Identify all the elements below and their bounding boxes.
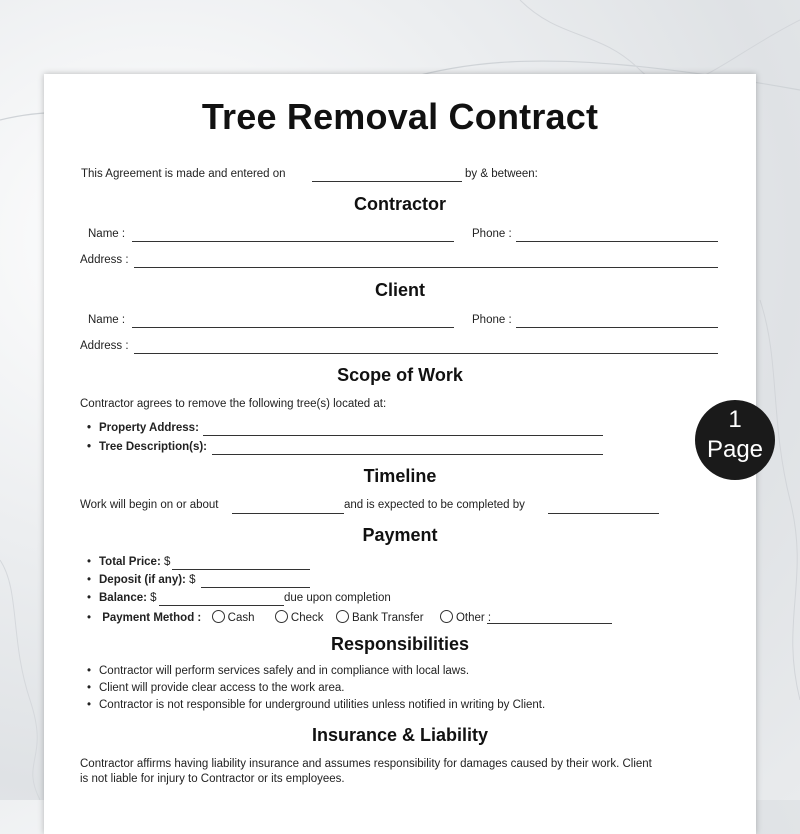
page-title: Tree Removal Contract xyxy=(201,96,599,137)
bank-transfer-radio[interactable] xyxy=(336,610,349,623)
balance-suffix: due upon completion xyxy=(284,592,391,604)
method-check-option[interactable] xyxy=(275,612,324,624)
check-label: Check xyxy=(290,612,324,624)
contractor-address-label: Address : xyxy=(80,254,129,266)
responsibility-item: • Client will provide clear access to the work area. xyxy=(99,682,344,694)
deposit-currency: $ xyxy=(189,574,196,586)
timeline-heading: Timeline xyxy=(363,466,437,486)
start-date-field[interactable] xyxy=(232,513,344,514)
contractor-name-field[interactable] xyxy=(132,241,454,242)
contractor-name-label: Name : xyxy=(88,228,126,240)
check-radio[interactable] xyxy=(275,610,288,623)
payment-method-row xyxy=(99,610,491,624)
insurance-heading: Insurance & Liability xyxy=(311,725,489,745)
client-address-label: Address : xyxy=(80,340,129,352)
agreement-suffix: by & between: xyxy=(465,168,538,180)
total-price-field[interactable] xyxy=(172,569,310,570)
responsibility-item: • Contractor will perform services safely and in compliance with local laws. xyxy=(99,665,469,677)
insurance-text-line2: is not liable for injury to Contractor or its employees. xyxy=(80,773,345,785)
contractor-heading: Contractor xyxy=(353,194,446,214)
other-radio[interactable] xyxy=(440,610,453,623)
responsibility-item: • Contractor is not responsible for underground utilities unless notified in writing by Client. xyxy=(99,699,545,711)
client-address-field[interactable] xyxy=(134,353,718,354)
contractor-address-field[interactable] xyxy=(134,267,718,268)
client-name-field[interactable] xyxy=(132,327,454,328)
other-label: Other : xyxy=(455,612,492,624)
other-method-field[interactable] xyxy=(487,623,612,624)
total-price-label: Total Price: xyxy=(99,556,161,568)
payment-heading: Payment xyxy=(362,525,438,545)
deposit-row xyxy=(99,574,196,586)
contractor-phone-field[interactable] xyxy=(516,241,718,242)
page-count-label: Page xyxy=(706,436,764,463)
scope-heading: Scope of Work xyxy=(337,365,463,385)
payment-method-label: Payment Method : xyxy=(102,612,202,624)
balance-field[interactable] xyxy=(159,605,284,606)
cash-label: Cash xyxy=(227,612,255,624)
property-address-field[interactable] xyxy=(203,435,603,436)
client-heading: Client xyxy=(374,280,425,300)
total-price-row xyxy=(99,556,170,568)
responsibilities-heading: Responsibilities xyxy=(330,634,470,654)
balance-currency: $ xyxy=(150,592,157,604)
cash-radio[interactable] xyxy=(212,610,225,623)
method-other-option[interactable] xyxy=(440,612,491,624)
tree-description-label: • Tree Description(s): xyxy=(99,441,207,453)
total-currency: $ xyxy=(163,556,171,568)
insurance-text-line1: Contractor affirms having liability insurance and assumes responsibility for damages caused by their work. Client xyxy=(80,758,652,770)
deposit-field[interactable] xyxy=(201,587,310,588)
timeline-text-start: Work will begin on or about xyxy=(80,499,219,511)
contract-page xyxy=(44,74,756,834)
page-count-number: 1 xyxy=(728,406,742,433)
client-phone-field[interactable] xyxy=(516,327,718,328)
method-bank-option[interactable] xyxy=(336,612,424,624)
balance-label: Balance: xyxy=(99,592,147,604)
completion-date-field[interactable] xyxy=(548,513,659,514)
property-address-label: • Property Address: xyxy=(99,422,199,434)
agreement-date-field[interactable] xyxy=(312,181,462,182)
deposit-label: Deposit (if any): xyxy=(99,574,186,586)
scope-intro: Contractor agrees to remove the following tree(s) located at: xyxy=(80,398,387,410)
method-cash-option[interactable] xyxy=(212,612,255,624)
client-phone-label: Phone : xyxy=(472,314,512,326)
contractor-phone-label: Phone : xyxy=(472,228,512,240)
client-name-label: Name : xyxy=(88,314,126,326)
bank-transfer-label: Bank Transfer xyxy=(351,612,424,624)
tree-description-field[interactable] xyxy=(212,454,603,455)
page-count-badge xyxy=(695,400,775,480)
timeline-text-end: and is expected to be completed by xyxy=(344,499,525,511)
balance-row xyxy=(99,592,157,604)
agreement-text: This Agreement is made and entered on xyxy=(81,168,286,180)
